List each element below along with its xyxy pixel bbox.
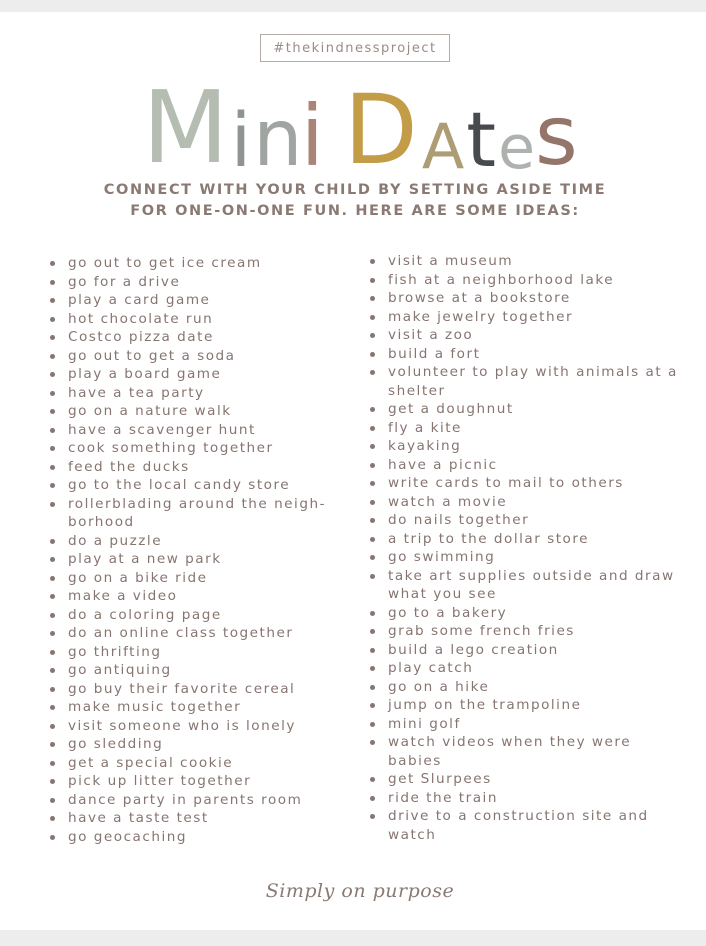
idea-list-item: kayaking <box>370 437 690 456</box>
idea-list-item: go thrifting <box>50 643 360 662</box>
idea-list-item: make a video <box>50 587 360 606</box>
idea-list-item: drive to a construction site and watch <box>370 807 690 844</box>
signature-logo: Simply on purpose <box>265 880 455 902</box>
idea-list-item: browse at a bookstore <box>370 289 690 308</box>
idea-list-item: have a tea party <box>50 384 360 403</box>
idea-list-item: ride the train <box>370 789 690 808</box>
idea-list-item: build a lego creation <box>370 641 690 660</box>
idea-list-item: visit a museum <box>370 252 690 271</box>
intro-line: CONNECT WITH YOUR CHILD BY SETTING ASIDE TIME <box>103 182 607 198</box>
idea-list-item: get a special cookie <box>50 754 360 773</box>
ideas-list-left <box>50 254 360 846</box>
idea-list-item: have a scavenger hunt <box>50 421 360 440</box>
idea-list-item: go on a bike ride <box>50 569 360 588</box>
title-letter: A <box>421 110 465 183</box>
idea-list-item: a trip to the dollar store <box>370 530 690 549</box>
idea-list-item: hot chocolate run <box>50 310 360 329</box>
idea-list-item: write cards to mail to others <box>370 474 690 493</box>
idea-list-item: go out to get a soda <box>50 347 360 366</box>
idea-list-item: dance party in parents room <box>50 791 360 810</box>
idea-list-item: get Slurpees <box>370 770 690 789</box>
idea-list-item: get a doughnut <box>370 400 690 419</box>
intro-text <box>60 180 650 222</box>
idea-list-item: jump on the trampoline <box>370 696 690 715</box>
idea-list-item: go on a hike <box>370 678 690 697</box>
idea-list-item: go buy their favorite cereal <box>50 680 360 699</box>
idea-list-item: mini golf <box>370 715 690 734</box>
idea-list-item: visit someone who is lonely <box>50 717 360 736</box>
idea-list-item: have a picnic <box>370 456 690 475</box>
idea-list-item: visit a zoo <box>370 326 690 345</box>
idea-list-item: go swimming <box>370 548 690 567</box>
idea-list-item: go out to get ice cream <box>50 254 360 273</box>
page-title <box>142 68 578 186</box>
title-letter: e <box>498 113 535 183</box>
title-letter: n <box>253 94 303 184</box>
idea-list-item: fish at a neighborhood lake <box>370 271 690 290</box>
idea-list-item: play a card game <box>50 291 360 310</box>
idea-list-item: play at a new park <box>50 550 360 569</box>
ideas-list-right <box>370 252 690 844</box>
idea-list-item: do a puzzle <box>50 532 360 551</box>
idea-list-item: play a board game <box>50 365 360 384</box>
intro-line: FOR ONE-ON-ONE FUN. HERE ARE SOME IDEAS: <box>130 203 580 219</box>
idea-list-item: Costco pizza date <box>50 328 360 347</box>
idea-list-item: go geocaching <box>50 828 360 847</box>
idea-list-item: go to a bakery <box>370 604 690 623</box>
idea-list-item: cook something together <box>50 439 360 458</box>
title-letter: i <box>230 98 252 184</box>
idea-list-item: rollerblading around the neigh- borhood <box>50 495 360 532</box>
title-letter: t <box>466 95 497 184</box>
idea-list-item: feed the ducks <box>50 458 360 477</box>
idea-list-item: go to the local candy store <box>50 476 360 495</box>
idea-list-item: watch videos when they were babies <box>370 733 690 770</box>
title-letter: D <box>343 74 418 186</box>
idea-list-item: make music together <box>50 698 360 717</box>
idea-list-item: do nails together <box>370 511 690 530</box>
idea-list-item: pick up litter together <box>50 772 360 791</box>
printable-page <box>0 12 706 930</box>
idea-list-item: go on a nature walk <box>50 402 360 421</box>
title-letter: M <box>142 69 229 186</box>
idea-list-item: go antiquing <box>50 661 360 680</box>
idea-list-item: watch a movie <box>370 493 690 512</box>
idea-list-item: grab some french fries <box>370 622 690 641</box>
idea-list-item: fly a kite <box>370 419 690 438</box>
idea-list-item: go for a drive <box>50 273 360 292</box>
idea-list-item: go sledding <box>50 735 360 754</box>
idea-list-item: build a fort <box>370 345 690 364</box>
idea-list-item: play catch <box>370 659 690 678</box>
idea-list-item: volunteer to play with animals at a shelter <box>370 363 690 400</box>
idea-list-item: make jewelry together <box>370 308 690 327</box>
idea-list-item: have a taste test <box>50 809 360 828</box>
idea-list-item: take art supplies outside and draw what you see <box>370 567 690 604</box>
title-letter: i <box>300 87 324 185</box>
idea-list-item: do a coloring page <box>50 606 360 625</box>
title-letter: s <box>534 89 578 184</box>
hashtag-badge: #thekindnessproject <box>260 34 450 62</box>
idea-list-item: do an online class together <box>50 624 360 643</box>
